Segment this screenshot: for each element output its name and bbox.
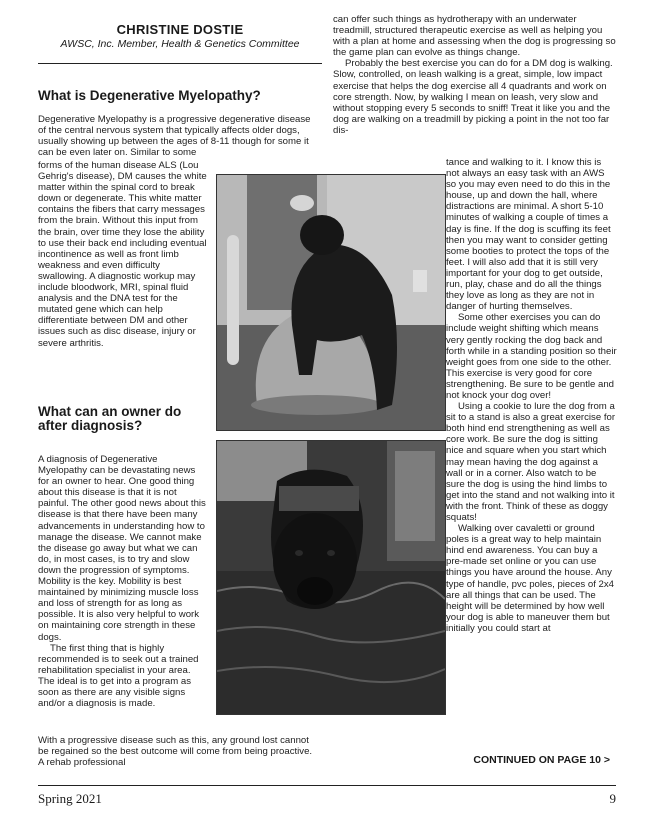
- author-affiliation: AWSC, Inc. Member, Health & Genetics Committee: [60, 38, 300, 50]
- col2-paragraph-weight-shifting: Some other exercises you can do include weight shifting which means very gently rocking the dog back and forth while in a standing position so their weight goes from one side to the other. This exercise is very good for core strengthening. Be sure to be gentle and not knock your dog over!: [446, 312, 617, 401]
- col1-diagnosis-block: [38, 454, 206, 709]
- photo-dog-on-balance-ball: [216, 174, 446, 431]
- col2-paragraph-hydrotherapy: can offer such things as hydrotherapy with an underwater treadmill, structured therapeutic exercise as well as helping you with a plan at home and assessing when the dog is progressing so the game plan can evolve as things change.: [333, 14, 616, 59]
- col2-paragraph-walking: Probably the best exercise you can do for a DM dog is walking. Slow, controlled, on leash walking is a great, simple, low impact exercise that helps the dog exercise all 4 quadrants and work on core strength. Now, by walking I mean on leash, very slow and without stopping every 5 seconds to sniff! Treat it like you and the dog are walking on a treadmill by picking a point in the not too far dis-: [333, 58, 613, 136]
- col2-narrow-block: [446, 157, 617, 634]
- author-name: CHRISTINE DOSTIE: [116, 22, 244, 37]
- dog-water-image: [217, 441, 445, 714]
- dog-balance-ball-image: [217, 175, 445, 430]
- footer-issue-season: Spring 2021: [38, 791, 102, 806]
- col2-paragraph-walking-cont: tance and walking to it. I know this is not always an easy task with an AWS so you may even need to do this in the house, up and down the hall, where distractions are minimal. A short 5-10 minutes of walking a couple of times a day is fine. If the dog is scuffing its feet then you may want to consider getting some booties to protect the tops of the feet. I will also add that it is still very important for your dog to get outside, run, play, chase and do all the things they love as long as they are not in danger of hurting themselves.: [446, 157, 611, 313]
- col2-paragraph-cookie-lure: Using a cookie to lure the dog from a sit to a stand is also a great exercise for both hind end strengthening as well as core work. Be sure the dog is sitting nice and square when you start which may mean having the dog against a wall or in a corner. Also watch to be sure the dog is using the hind limbs to get into the stand and not walking into it with the front. Think of these as doggy squats!: [446, 401, 616, 523]
- col1-paragraph-rehab: The first thing that is highly recommended is to seek out a trained rehabilitation specialist in your area. The ideal is to get into a program as soon as there are any visible signs and/or a diagnosis is made.: [38, 642, 199, 710]
- heading-what-is-dm: What is Degenerative Myelopathy?: [38, 88, 261, 103]
- col1-intro-paragraph: Degenerative Myelopathy is a progressive degenerative disease of the central nervous system that typically affects older dogs, usually showing up between the ages of 8-11 though for some it can be even later on. Similar to some: [38, 114, 311, 159]
- col2-paragraph-cavaletti: Walking over cavaletti or ground poles is a great way to help maintain hind end awareness. You can buy a pre-made set online or you can use things you have around the house. Any type of handle, pvc poles, pieces of 2x4 are all things that can be used. The height will be determined by how well your dog is able to maneuver them but initially you could start at: [446, 523, 614, 634]
- heading-owner-after-diagnosis: What can an owner do after diagnosis?: [38, 404, 182, 433]
- col1-tail-paragraph: With a progressive disease such as this, any ground lost cannot be regained so the best outcome will come from being proactive. A rehab professional: [38, 735, 313, 769]
- col1-wrap-paragraph: forms of the human disease ALS (Lou Gehrig's disease), DM causes the white matter within the spinal cord to break down or degenerate. This white matter contains the fibers that carry messages from the brain. Without this input from the brain, over time they lose the ability to use their back end including eventual incontinence as well as front limb weakness and even difficulty swallowing. A diagnostic workup may include bloodwork, MRI, spinal fluid analysis and the DNA test for the mutated gene which can help differentiate between DM and other issues such as disc disease, injury or severe arthritis.: [38, 160, 207, 349]
- continued-on-page-link[interactable]: CONTINUED ON PAGE 10 >: [473, 754, 610, 766]
- col2-top-block: [333, 14, 616, 136]
- photo-dog-in-water: [216, 440, 446, 715]
- footer-page-number: 9: [609, 791, 616, 806]
- header-divider: [38, 63, 322, 64]
- col1-paragraph-diagnosis: A diagnosis of Degenerative Myelopathy can be devastating news for an owner to hear. One good thing about this disease is that it is not painful. The other good news about this disease is that there have been many advancements in understanding how to manage the disease. We cannot make the disease go away but what we can do, in most cases, is to try and slow down the progression of symptoms. Mobility is the key. Mobility is best maintained by minimizing muscle loss and loss of strength for as long as possible. It is also very helpful to work on maintaining core strength in these dogs.: [38, 454, 206, 643]
- footer-divider: [38, 785, 616, 786]
